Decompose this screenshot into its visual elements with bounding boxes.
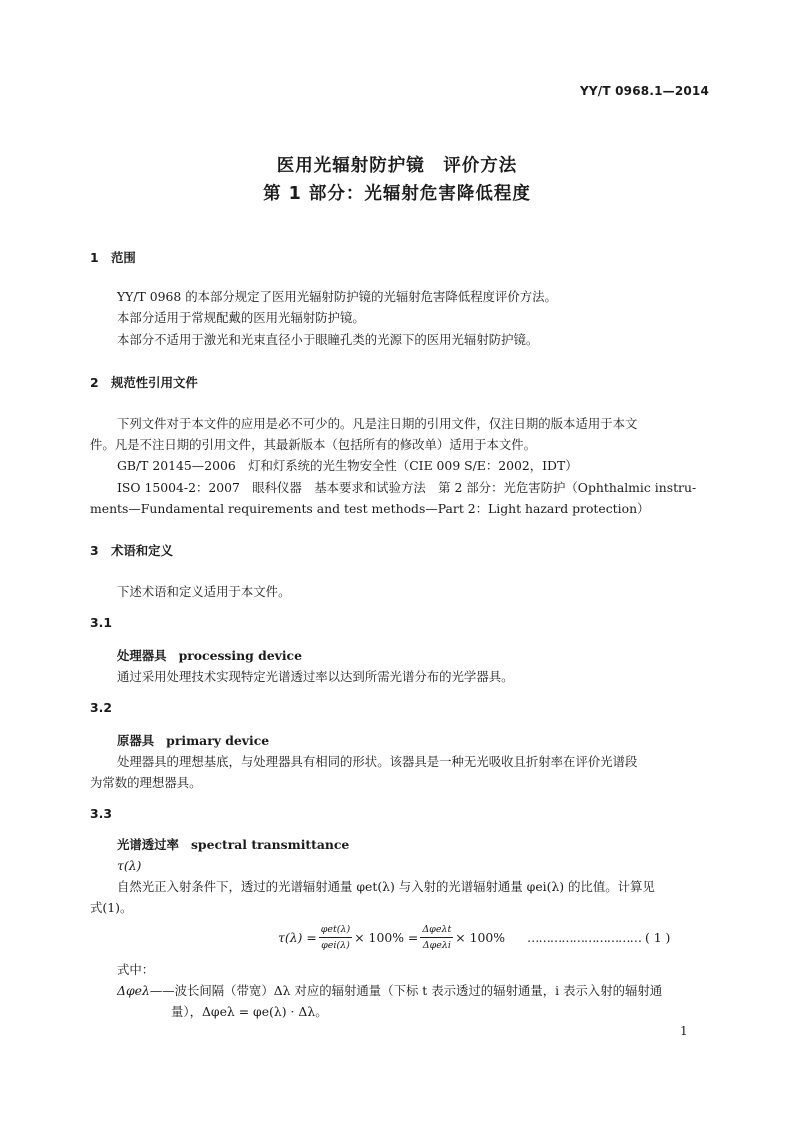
equation-rhs: × 100%	[455, 930, 506, 945]
section-1-para-1: YY/T 0968 的本部分规定了医用光辐射防护镜的光辐射危害降低程度评价方法。	[117, 289, 557, 304]
equation-1	[278, 922, 670, 953]
where-item-symbol: Δφeλ	[117, 983, 150, 998]
equation-dot-leader: …………………………	[527, 930, 641, 945]
equation-fraction-1-denominator: φei(λ)	[321, 940, 350, 951]
section-2-para-1-line-2: 件。凡是不注日期的引用文件，其最新版本（包括所有的修改单）适用于本文件。	[90, 437, 537, 452]
document-title-line2: 第 1 部分：光辐射危害降低程度	[263, 184, 531, 204]
term-3-3-number: 3.3	[90, 806, 112, 821]
section-2-para-1-line-1: 下列文件对于本文件的应用是必不可少的。凡是注日期的引用文件，仅注日期的版本适用于本文	[117, 416, 638, 431]
term-3-2-definition-line-1: 处理器具的理想基底，与处理器具有相同的形状。该器具是一种无光吸收且折射率在评价光谱段	[117, 754, 638, 769]
section-2-heading: 2 规范性引用文件	[90, 375, 198, 390]
term-3-1-en: processing device	[178, 648, 302, 663]
equation-middle: × 100% =	[354, 930, 419, 945]
reference-gb-t-20145: GB/T 20145—2006 灯和灯系统的光生物安全性（CIE 009 S/E：2002，IDT）	[117, 458, 578, 473]
section-1-para-2: 本部分适用于常规配戴的医用光辐射防护镜。	[117, 310, 365, 325]
section-1-heading: 1 范围	[90, 250, 136, 265]
equation-fraction-2	[420, 922, 453, 953]
equation-fraction-2-numerator: Δφeλt	[420, 922, 453, 938]
term-3-3-symbol: τ(λ)	[117, 858, 142, 873]
term-3-2-title	[117, 730, 269, 751]
term-3-1-title	[117, 645, 302, 666]
term-3-1-zh: 处理器具	[117, 648, 167, 663]
section-3-para-1: 下述术语和定义适用于本文件。	[117, 584, 291, 599]
term-3-3-definition-line-1: 自然光正入射条件下，透过的光谱辐射通量 φet(λ) 与入射的光谱辐射通量 φei(λ) 的比值。计算见	[117, 879, 655, 894]
term-3-3-zh: 光谱透过率	[117, 837, 179, 852]
term-3-3-en: spectral transmittance	[190, 837, 350, 852]
term-3-1-number: 3.1	[90, 615, 112, 630]
equation-fraction-1-numerator: φet(λ)	[319, 922, 353, 938]
term-3-2-en: primary device	[166, 733, 270, 748]
page-number: 1	[680, 1024, 688, 1038]
section-1-para-3: 本部分不适用于激光和光束直径小于眼瞳孔类的光源下的医用光辐射防护镜。	[117, 332, 539, 347]
equation-number: ( 1 )	[644, 930, 671, 945]
term-3-3-title	[117, 834, 349, 855]
equation-lhs: τ(λ) =	[278, 930, 317, 945]
where-item-line-2: 量），Δφeλ = φe(λ) · Δλ。	[171, 1004, 328, 1019]
term-3-2-number: 3.2	[90, 700, 112, 715]
term-3-3-definition-line-2: 式(1)。	[90, 900, 133, 915]
where-item-line-1	[117, 980, 662, 1001]
standard-number: YY/T 0968.1—2014	[580, 84, 710, 98]
reference-iso-15004-line-1: ISO 15004-2：2007 眼科仪器 基本要求和试验方法 第 2 部分：光危害防护（Ophthalmic instru-	[117, 480, 697, 495]
term-3-2-definition-line-2: 为常数的理想器具。	[90, 775, 202, 790]
equation-fraction-1	[319, 922, 353, 953]
document-title-line1: 医用光辐射防护镜 评价方法	[276, 156, 518, 176]
term-3-1-definition: 通过采用处理技术实现特定光谱透过率以达到所需光谱分布的光学器具。	[117, 669, 514, 684]
where-label: 式中：	[117, 962, 155, 977]
where-item-text: ——波长间隔（带宽）Δλ 对应的辐射通量（下标 t 表示透过的辐射通量，i 表示入射的辐射通	[149, 983, 663, 998]
term-3-2-zh: 原器具	[117, 733, 155, 748]
reference-iso-15004-line-2: ments—Fundamental requirements and test methods—Part 2：Light hazard protection）	[90, 501, 650, 516]
section-3-heading: 3 术语和定义	[90, 543, 173, 558]
equation-fraction-2-denominator: Δφeλi	[422, 940, 451, 951]
